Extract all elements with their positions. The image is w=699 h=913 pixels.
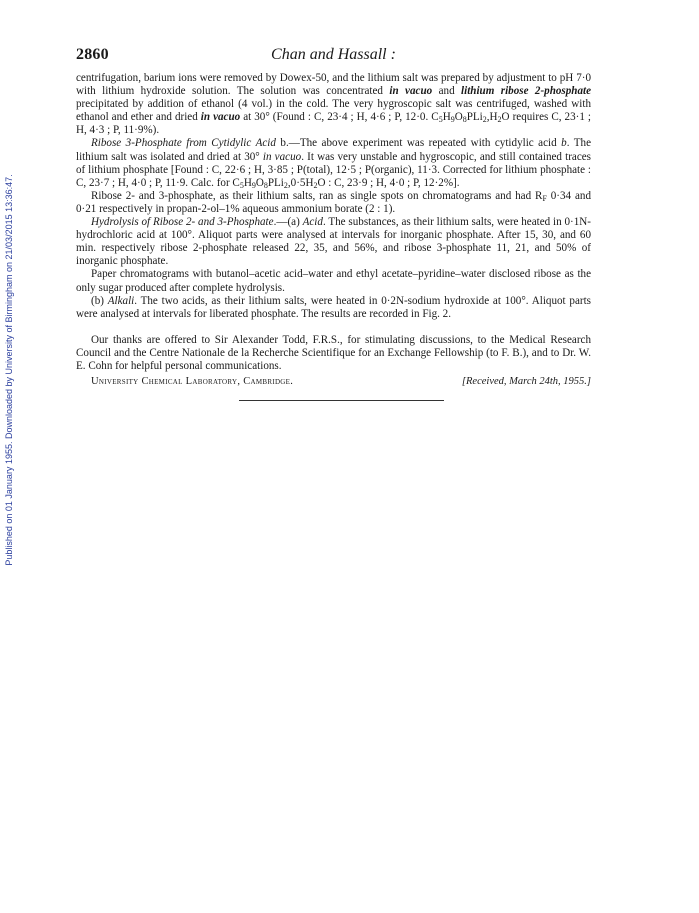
text-segment: 5: [239, 180, 244, 190]
text-segment: Alkali: [107, 294, 135, 307]
text-segment: 5: [438, 115, 443, 125]
text-segment: Hydrolysis of Ribose 2- and 3-Phosphate: [91, 216, 274, 229]
text-segment: . It was very unstable and hygroscopic, and still contained traces of lithium phosphate [Found : C, 22·6 ; H, 3·85 ; P(total), 12·5 ; P(organic), 11·3. Corrected for lithium phosphate : C, 23·7 ; H, 4·0 ; P, 11·9. Calc. for C: [76, 150, 591, 189]
text-segment: . The substances, as their lithium salts, were heated in 0·1N-hydrochloric acid at 100°. Aliquot parts were analysed at intervals for inorganic phosphate. After 15, 30, and 60 min. respectively ribose 2-phosphate released 22, 35, and 56%, and ribose 3-phosphate 11, 21, and 50% of inorganic phosphate.: [76, 216, 591, 268]
text-segment: O : C, 23·9 ; H, 4·0 ; P, 12·2%].: [317, 176, 460, 189]
text-segment: lithium ribose 2-phosphate: [461, 85, 592, 98]
paragraph-p7: [76, 334, 591, 373]
paragraph-p3: [76, 190, 591, 216]
text-segment: 9: [450, 115, 455, 125]
text-segment: in vacuo: [389, 85, 433, 98]
page-number: 2860: [76, 46, 109, 63]
text-segment: and: [432, 85, 462, 98]
article-body: [76, 72, 591, 373]
text-segment: 2: [313, 180, 318, 190]
text-segment: H: [243, 176, 252, 189]
text-segment: 8: [263, 180, 268, 190]
text-segment: at 30° (Found : C, 23·4 ; H, 4·6 ; P, 12·0. C: [240, 111, 439, 124]
text-segment: ,0·5H: [287, 176, 314, 189]
text-segment: . The lithium salt was isolated and dried at 30°: [76, 137, 591, 163]
text-segment: 2: [482, 115, 487, 125]
text-segment: F: [542, 193, 547, 203]
text-segment: . The two acids, as their lithium salts, were heated in 0·2N-sodium hydroxide at 100°. Aliquot parts were analysed at intervals for liberated phosphate. The results are recorded in Fig. 2.: [76, 294, 591, 320]
text-segment: ,H: [486, 111, 498, 124]
text-segment: O requires C, 23·1 ; H, 4·3 ; P, 11·9%).: [76, 111, 591, 137]
text-segment: H: [442, 111, 451, 124]
text-segment: 8: [462, 115, 467, 125]
paragraph-p4: [76, 216, 591, 268]
text-segment: PLi: [267, 176, 284, 189]
text-segment: in vacuo: [200, 111, 241, 124]
text-segment: b: [561, 137, 567, 150]
running-head: Chan and Hassall :: [271, 46, 396, 63]
page-header: [76, 46, 591, 68]
text-segment: b.—The above experiment was repeated with cytidylic acid: [275, 137, 562, 150]
article-page: [76, 46, 591, 401]
text-segment: precipitated by addition of ethanol (4 vol.) in the cold. The very hygroscopic salt was centrifuged, washed with ethanol and ether and dried: [76, 98, 591, 124]
paragraph-p6: [76, 295, 591, 321]
text-segment: Ribose 3-Phosphate from Cytidylic Acid: [91, 137, 276, 150]
text-segment: Ribose 2- and 3-phosphate, as their lithium salts, ran as single spots on chromatograms and had R: [91, 189, 543, 202]
affiliation: University Chemical Laboratory, Cambridge.: [91, 376, 294, 388]
signature-line: [76, 375, 591, 388]
text-segment: 0·34 and 0·21 respectively in propan-2-ol–1% aqueous ammonium borate (2 : 1).: [76, 189, 591, 215]
text-segment: Paper chromatograms with butanol–acetic acid–water and ethyl acetate–pyridine–water disclosed ribose as the only sugar produced after complete hydrolysis.: [76, 268, 591, 294]
text-segment: Acid: [302, 216, 323, 229]
end-rule: [239, 400, 444, 401]
text-segment: .—(a): [273, 216, 303, 229]
download-watermark: [3, 135, 15, 605]
download-watermark-text: Published on 01 January 1955. Downloaded by University of Birmingham on 21/03/2015 13:36:47.: [4, 174, 14, 566]
text-segment: O: [454, 111, 463, 124]
text-segment: 2: [283, 180, 288, 190]
text-segment: in vacuo: [262, 150, 302, 163]
text-segment: (b): [91, 294, 108, 307]
text-segment: centrifugation, barium ions were removed by Dowex-50, and the lithium salt was prepared by adjustment to pH 7·0 with lithium hydroxide solution. The solution was concentrated: [76, 72, 591, 98]
text-segment: O: [255, 176, 264, 189]
paragraph-p5: [76, 268, 591, 294]
paragraph-p2: [76, 137, 591, 189]
text-segment: 2: [497, 115, 502, 125]
received-date: [Received, March 24th, 1955.]: [461, 376, 591, 388]
text-segment: Our thanks are offered to Sir Alexander Todd, F.R.S., for stimulating discussions, to the Medical Research Council and the Centre Nationale de la Recherche Scientifique for an Exchange Fellowship (to F. B.), and to Dr. W. E. Cohn for helpful personal communications.: [76, 333, 591, 372]
text-segment: 9: [251, 180, 256, 190]
text-segment: PLi: [466, 111, 483, 124]
paragraph-p1: [76, 72, 591, 137]
